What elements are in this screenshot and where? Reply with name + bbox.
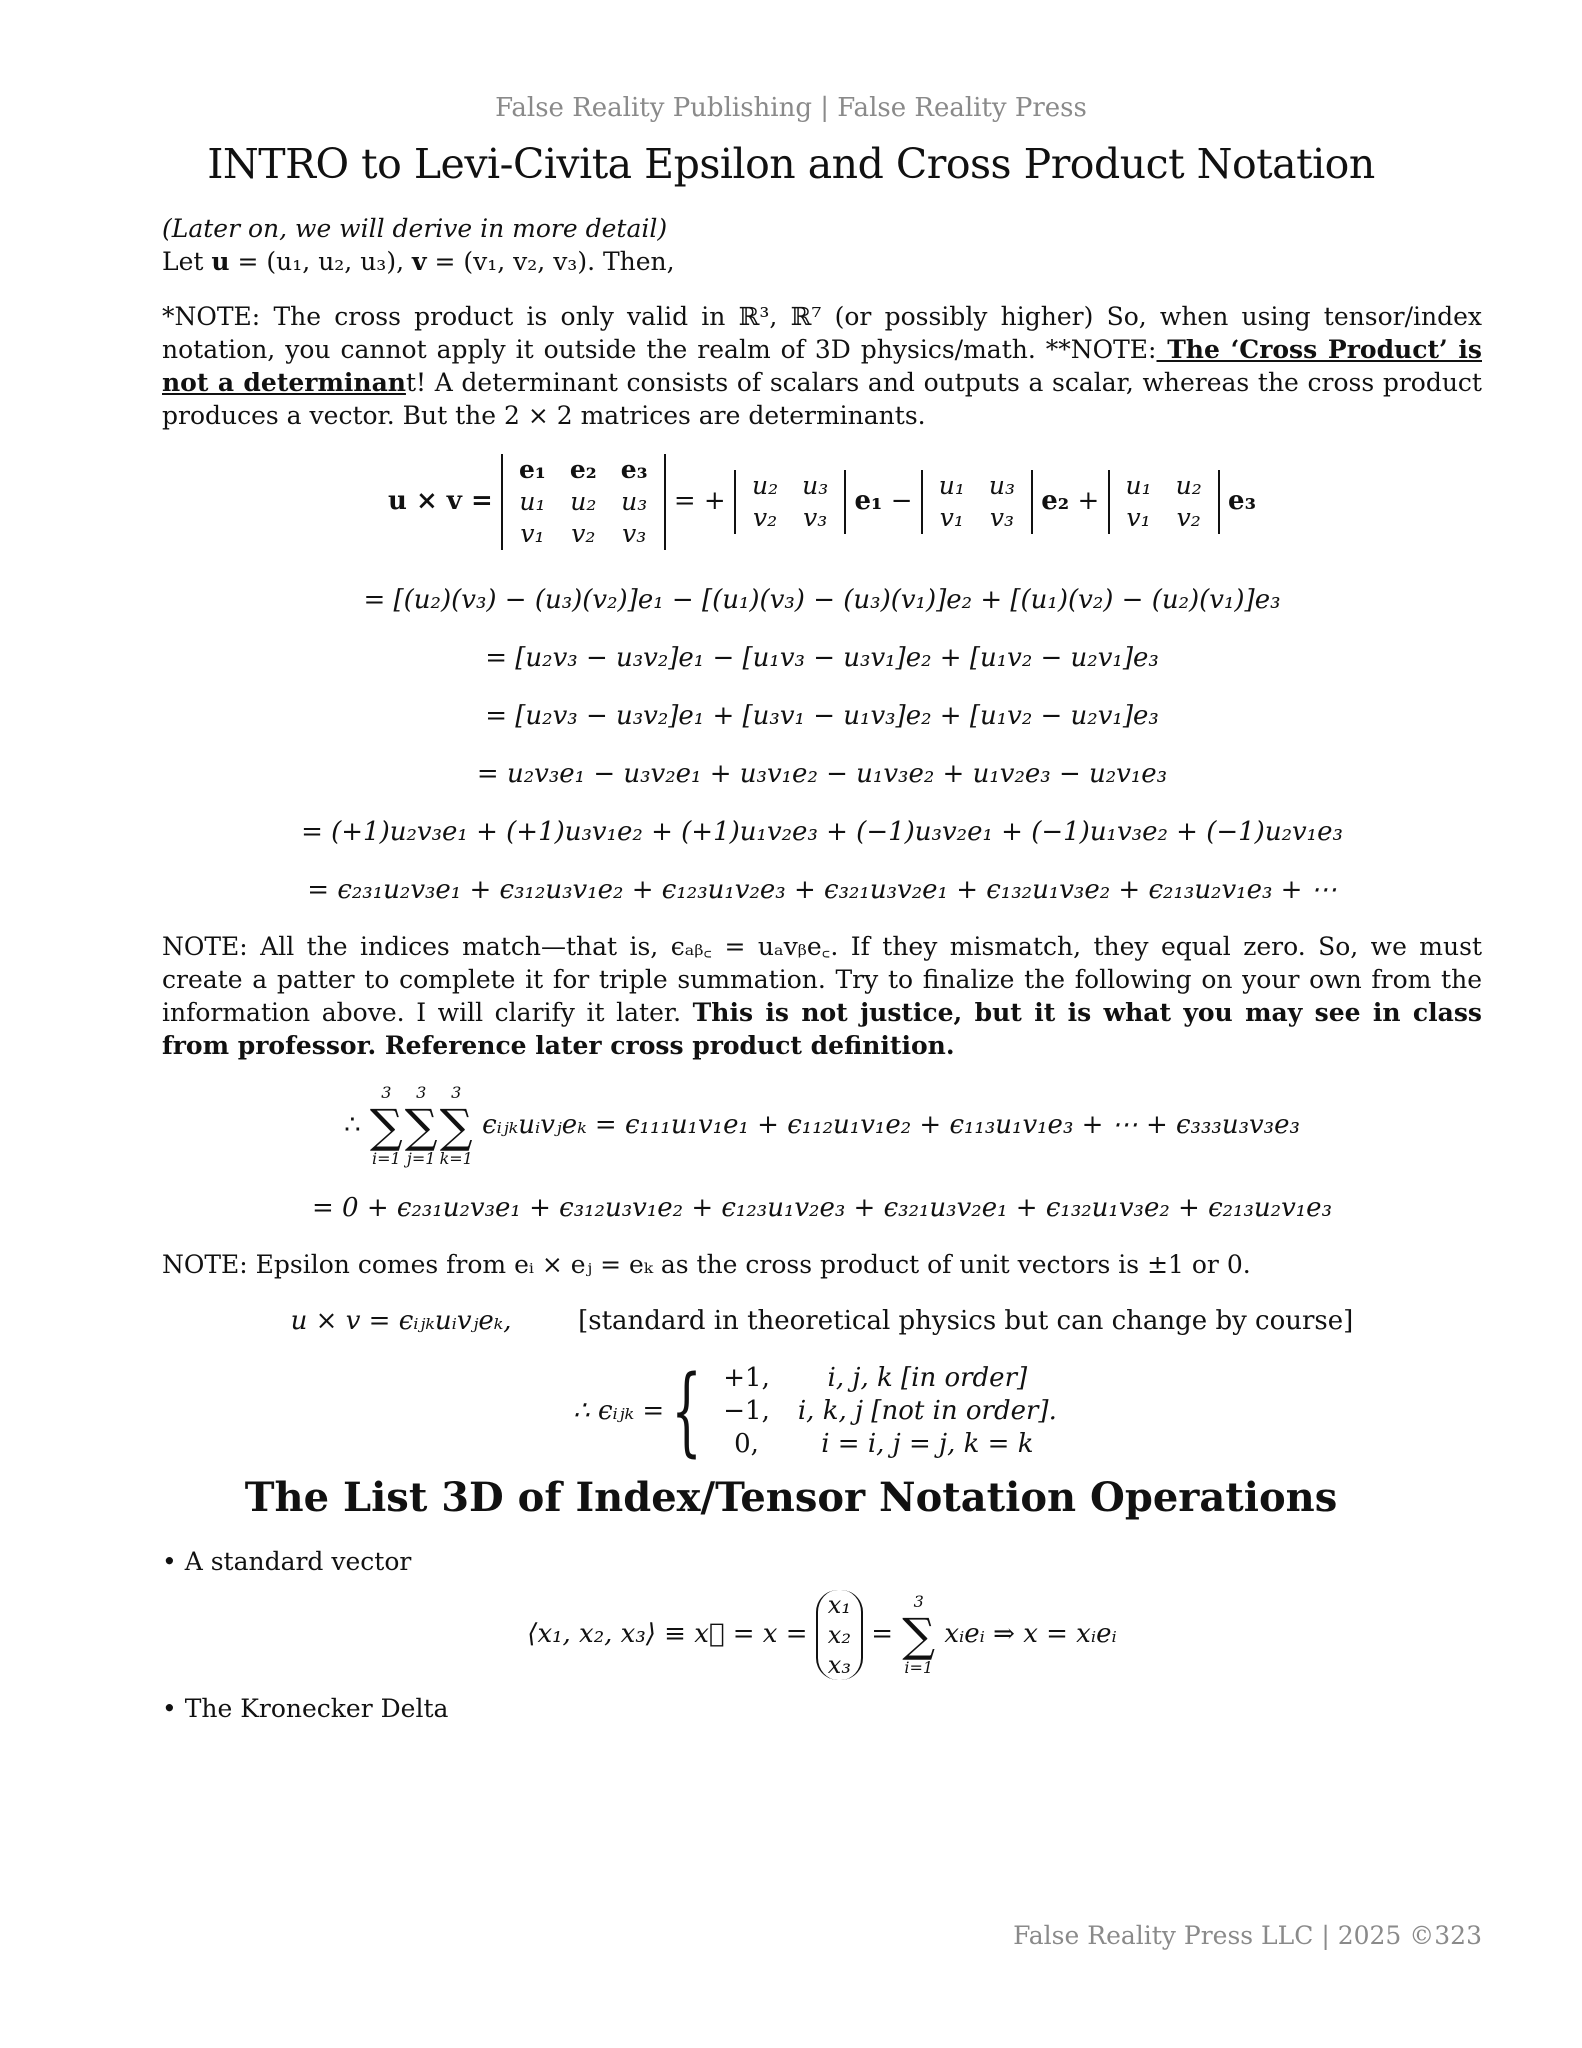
expansion-line-3: = [u₂v₃ − u₃v₂]e₁ + [u₃v₁ − u₁v₃]e₂ + [u₁v₂ − u₂v₁]e₃: [485, 701, 1159, 731]
case-row: [709, 1428, 1071, 1461]
matrix-cell: v₁: [520, 519, 545, 548]
bullet-standard-vector: • A standard vector: [162, 1547, 412, 1576]
case-condition: i, j, k [in order]: [827, 1362, 1028, 1393]
case-value: +1,: [723, 1362, 770, 1393]
matrix-cell: v₁: [939, 503, 964, 532]
matrix-row: [927, 502, 1027, 534]
minor-2: [921, 470, 1033, 534]
sum-k: 3 ∑ k=1: [439, 1083, 473, 1168]
expansion-line-2: = [u₂v₃ − u₃v₂]e₁ − [u₁v₃ − u₃v₁]e₂ + [u₁v₂ − u₂v₁]e₃: [485, 643, 1159, 673]
case-row: [709, 1362, 1071, 1395]
triple-sum-equation: ∴ 3 ∑ i=1 3 ∑ j=1 3 ∑ k=1 ϵᵢⱼₖuᵢvⱼeₖ = ϵ₁₁₁u₁v₁e₁ + ϵ₁₁₂u₁v₁e₂ + ϵ₁₁₃u₁v₁e₃ + ⋯ + ϵ₃₃₃u₃v₃e₃: [344, 1083, 1300, 1168]
sum-i: 3 ∑ i=1: [369, 1083, 403, 1168]
matrix-cell: u₂: [570, 487, 597, 516]
expansion-line-5: = (+1)u₂v₃e₁ + (+1)u₃v₁e₂ + (+1)u₁v₂e₃ + (−1)u₃v₂e₁ + (−1)u₁v₃e₂ + (−1)u₂v₁e₃: [301, 817, 1343, 847]
matrix-row: [740, 470, 840, 502]
matrix-cell: u₂: [1175, 471, 1202, 500]
matrix-row: [927, 470, 1027, 502]
intro-let-line: Let u = (u₁, u₂, u₃), v = (v₁, v₂, v₃). Then,: [162, 247, 675, 276]
note-cross-product-validity: *NOTE: The cross product is only valid in ℝ³, ℝ⁷ (or possibly higher) So, when using tensor/index notation, you cannot apply it outside the realm of 3D physics/math. **NOTE: The ‘Cross Product’ is not a determinant! A determinant consists of scalars and outputs a scalar, whereas the cross product produces a vector. But the 2 × 2 matrices are determinants.: [162, 302, 1482, 430]
sum-j: 3 ∑ j=1: [404, 1083, 438, 1168]
matrix-cell: v₃: [622, 519, 647, 548]
matrix-row: [507, 518, 660, 550]
column-entry: x₃: [827, 1651, 851, 1679]
page-title: INTRO to Levi-Civita Epsilon and Cross Product Notation: [207, 140, 1375, 188]
bullet-kronecker-delta: • The Kronecker Delta: [162, 1694, 449, 1723]
det-3x3: [501, 454, 666, 550]
case-condition: i = i, j = j, k = k: [821, 1428, 1034, 1459]
column-vector: [816, 1590, 863, 1680]
matrix-cell: e₂: [569, 455, 597, 484]
case-condition: i, k, j [not in order].: [797, 1395, 1057, 1426]
matrix-row: [1114, 502, 1214, 534]
case-row: [709, 1395, 1071, 1428]
minor-3: [1108, 470, 1220, 534]
matrix-cell: v₃: [989, 503, 1015, 532]
matrix-cell: v₁: [1126, 503, 1151, 532]
matrix-cell: v₃: [803, 503, 828, 532]
matrix-cell: u₂: [751, 471, 779, 500]
expansion-line-6: = ϵ₂₃₁u₂v₃e₁ + ϵ₃₁₂u₃v₁e₂ + ϵ₁₂₃u₁v₂e₃ + ϵ₃₂₁u₃v₂e₁ + ϵ₁₃₂u₁v₃e₂ + ϵ₂₁₃u₂v₁e₃ + ⋯: [307, 875, 1337, 905]
matrix-row: [1114, 470, 1214, 502]
note-indices-bold: This is not justice, but it is what you may see in class from professor. Reference later cross product definition.: [162, 998, 1483, 1060]
matrix-cell: v₂: [1176, 503, 1201, 532]
matrix-cell: u₁: [938, 471, 965, 500]
matrix-cell: e₁: [519, 455, 546, 484]
column-entry: x₁: [827, 1591, 851, 1619]
left-brace-icon: {: [671, 1355, 702, 1467]
page-footer: False Reality Press LLC | 2025 ©323: [1013, 1921, 1482, 1950]
matrix-row: [740, 502, 840, 534]
matrix-cell: u₃: [621, 487, 648, 516]
case-value: −1,: [723, 1395, 770, 1426]
standard-definition: u × v = ϵᵢⱼₖuᵢvⱼeₖ, [standard in theoretical physics but can change by course]: [290, 1306, 1354, 1336]
triple-sum-line-2: = 0 + ϵ₂₃₁u₂v₃e₁ + ϵ₃₁₂u₃v₁e₂ + ϵ₁₂₃u₁v₂e₃ + ϵ₃₂₁u₃v₂e₁ + ϵ₁₃₂u₁v₃e₂ + ϵ₂₁₃u₂v₁e₃: [312, 1193, 1332, 1223]
matrix-cell: u₁: [519, 487, 546, 516]
matrix-cell: e₃: [620, 455, 648, 484]
minor-1: [734, 470, 846, 534]
matrix-cell: u₁: [1125, 471, 1152, 500]
vector-equation: ⟨x₁, x₂, x₃⟩ ≡ x⃗ = x = x₁ x₂ x₃ = 3 ∑ i=1 xᵢeᵢ ⇒ x = xᵢeᵢ: [527, 1591, 1117, 1679]
matrix-cell: v₂: [571, 519, 596, 548]
matrix-cell: v₂: [752, 503, 778, 532]
note-indices: NOTE: All the indices match—that is, ϵₐᵦ꜀ = uₐvᵦe꜀. If they mismatch, they equal zero. So, we must create a patter to complete it for triple summation. Try to finalize the following on your own from the information above. I will clarify it later. This is not justice, but it is what you may see in class from professor. Reference later cross product definition.: [162, 932, 1483, 1060]
column-entry: x₂: [827, 1621, 851, 1649]
matrix-row: [507, 454, 660, 486]
matrix-cell: u₃: [988, 471, 1015, 500]
expansion-line-1: = [(u₂)(v₃) − (u₃)(v₂)]e₁ − [(u₁)(v₃) − (u₃)(v₁)]e₂ + [(u₁)(v₂) − (u₂)(v₁)]e₃: [363, 585, 1281, 615]
note-epsilon-origin: NOTE: Epsilon comes from eᵢ × eⱼ = eₖ as the cross product of unit vectors is ±1 or 0.: [162, 1250, 1251, 1279]
epsilon-cases: ∴ ϵᵢⱼₖ = { +1, i, j, k [in order] −1, i, k, j [not in order]. 0, i = i, j = j, k = k: [162, 1361, 1482, 1461]
sum-vector: 3 ∑ i=1: [902, 1592, 936, 1677]
determinant-equation: u × v = e₁ e₂ e₃ u₁ u₂ u₃ v₁ v₂ v₃ = + u₂ u₃ v₂ v₃ e₁ − u₁ u₃ v₁ v₃ e₂ + u₁ u₂ v₁ v₂ e₃: [388, 455, 1256, 548]
matrix-row: [507, 486, 660, 518]
matrix-cell: u₃: [802, 471, 829, 500]
page-header: False Reality Publishing | False Reality Press: [495, 93, 1087, 123]
intro-block: [162, 212, 1482, 278]
intro-italic-note: (Later on, we will derive in more detail): [162, 214, 668, 243]
emphasis-not-determinant: The ‘Cross Product’ is not a determinan: [162, 335, 1482, 397]
section-title: The List 3D of Index/Tensor Notation Operations: [244, 1474, 1338, 1521]
case-value: 0,: [734, 1428, 759, 1459]
expansion-line-4: = u₂v₃e₁ − u₃v₂e₁ + u₃v₁e₂ − u₁v₃e₂ + u₁v₂e₃ − u₂v₁e₃: [476, 759, 1168, 789]
